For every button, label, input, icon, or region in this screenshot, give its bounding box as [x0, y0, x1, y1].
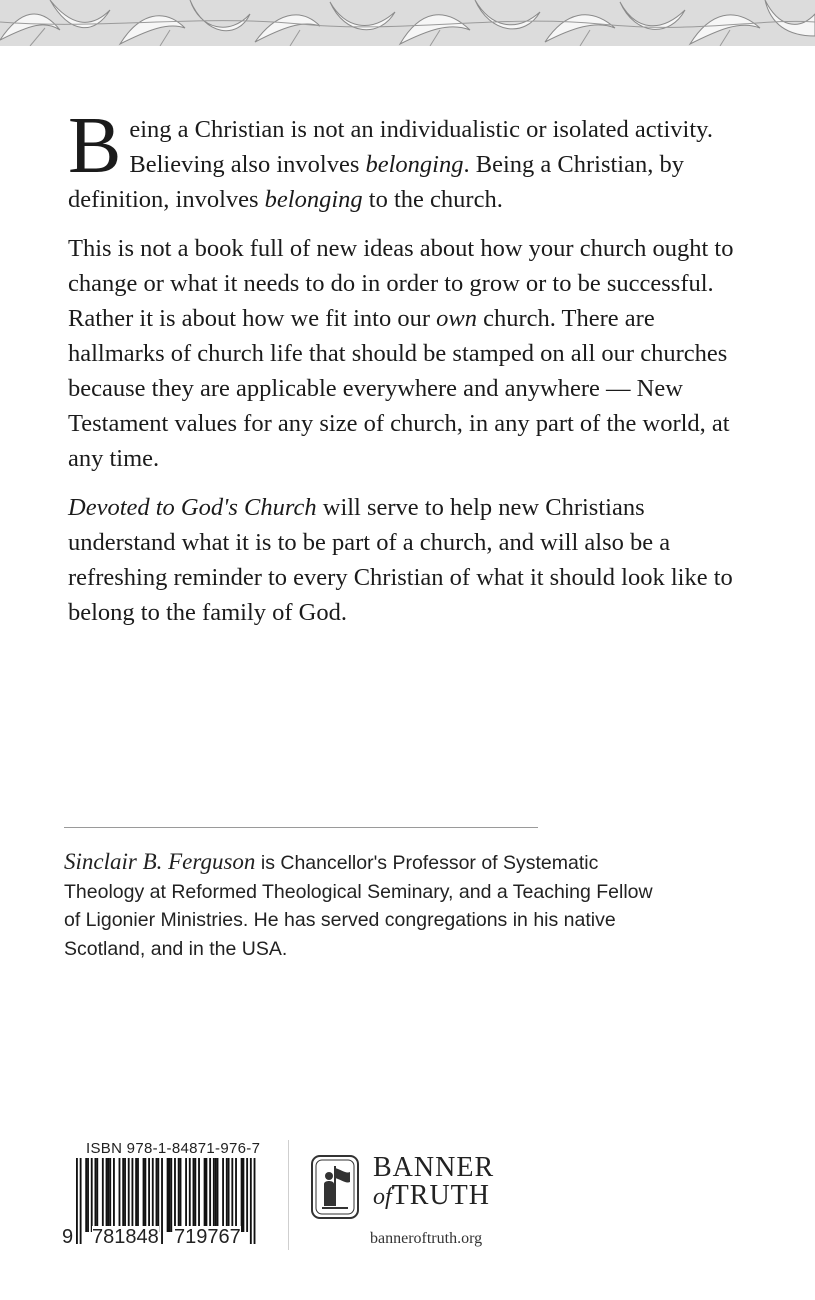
blurb-p1-emphasis-2: belonging — [264, 186, 363, 213]
blurb-paragraph-2 — [68, 231, 748, 476]
barcode-bar — [204, 1158, 206, 1232]
barcode-bar — [167, 1158, 169, 1232]
barcode-bar — [250, 1158, 252, 1244]
barcode-bar — [170, 1158, 172, 1232]
barcode-bar — [194, 1158, 196, 1232]
barcode-bar — [222, 1158, 224, 1232]
barcode-digits-right: 719767 — [174, 1226, 241, 1248]
barcode-bar — [189, 1158, 191, 1232]
barcode-bar — [254, 1158, 256, 1244]
barcode-bar — [107, 1158, 109, 1232]
barcode-bar — [132, 1158, 134, 1232]
barcode-bar — [137, 1158, 139, 1232]
barcode-bar — [76, 1158, 78, 1244]
blurb-p2-text-1: This is not a book full of new ideas about how your church ought to change or what it needs to do in order to grow or to be successful. Rather it is about how we fit into our — [68, 235, 734, 332]
publisher-name-truth: TRUTH — [391, 1180, 490, 1211]
barcode-digits-left: 781848 — [92, 1226, 159, 1248]
barcode-bar — [157, 1158, 159, 1232]
barcode-bar — [135, 1158, 137, 1232]
barcode-bar — [161, 1158, 163, 1244]
barcode-bar — [241, 1158, 243, 1232]
barcode-bar — [91, 1158, 93, 1232]
barcode-bar — [156, 1158, 158, 1232]
publisher-name-of: of — [373, 1184, 392, 1210]
blurb-p1-emphasis-1: belonging — [365, 151, 464, 178]
barcode-bar — [178, 1158, 180, 1232]
vertical-divider — [288, 1140, 289, 1250]
blurb-paragraph-3 — [68, 490, 748, 630]
foliage-pattern-icon — [0, 0, 815, 46]
barcode-bar — [215, 1158, 217, 1232]
barcode-bar — [231, 1158, 233, 1232]
blurb-p1-text-3: to the church. — [362, 186, 503, 213]
author-name: Sinclair B. Ferguson — [64, 849, 256, 874]
barcode-bar — [246, 1158, 248, 1232]
barcode-bar — [217, 1158, 219, 1232]
publisher-url: banneroftruth.org — [370, 1230, 483, 1247]
barcode-bar — [213, 1158, 215, 1232]
barcode-bar — [198, 1158, 200, 1232]
barcode-bar — [180, 1158, 182, 1232]
blurb-p3-text-1: will serve to help new Christians understand what it is to be part of a church, and will also be a refreshing reminder to every Christian of what it should look like to belong to the family of God. — [68, 494, 733, 626]
barcode-bar — [228, 1158, 230, 1232]
banner-of-truth-logo-icon — [310, 1154, 360, 1220]
barcode-block — [62, 1140, 264, 1252]
publisher-block — [310, 1150, 530, 1250]
barcode-bar — [209, 1158, 211, 1232]
barcode-bar — [206, 1158, 208, 1232]
barcode-bar — [226, 1158, 228, 1232]
author-bio-text: is Chancellor's Professor of Systematic Theology at Reformed Theological Seminary, and a Teaching Fellow of Ligonier Ministries. He has served congregations in his native Scotland, and in the USA. — [64, 852, 653, 960]
barcode-bar — [96, 1158, 98, 1232]
barcode-bar — [174, 1158, 176, 1232]
barcode-bar — [113, 1158, 115, 1232]
barcode-digit-prefix: 9 — [62, 1226, 74, 1248]
barcode-bar — [109, 1158, 111, 1232]
barcode-bar — [148, 1158, 150, 1232]
drop-cap: B — [68, 102, 122, 190]
barcode-bar — [80, 1158, 82, 1244]
barcode-bar — [85, 1158, 87, 1232]
blurb-p1-text-1: eing a Christian is not an individualistic or isolated activity. Believing also involves — [129, 116, 713, 178]
foliage-border — [0, 0, 815, 46]
barcode-bar — [235, 1158, 237, 1232]
barcode-bar — [87, 1158, 89, 1232]
barcode-bar — [128, 1158, 130, 1232]
blurb-p2-text-2: church. There are hallmarks of church life that should be stamped on all our churches because they are applicable everywhere and anywhere — New Testament values for any size of church, in any part of the world, at any time. — [68, 305, 730, 472]
barcode-bar — [185, 1158, 187, 1232]
publisher-name-line2 — [373, 1182, 494, 1211]
barcode-bar — [102, 1158, 104, 1232]
barcode-bar — [143, 1158, 145, 1232]
isbn-label: ISBN 978-1-84871-976-7 — [86, 1140, 261, 1157]
barcode-bar — [152, 1158, 154, 1232]
publisher-name — [373, 1154, 494, 1211]
blurb-p2-emphasis-1: own — [436, 305, 477, 332]
section-divider — [64, 827, 538, 828]
barcode-bar — [243, 1158, 245, 1232]
barcode-bar — [169, 1158, 171, 1232]
barcode-bar — [124, 1158, 126, 1232]
barcode-bar — [193, 1158, 195, 1232]
publisher-name-line1: BANNER — [373, 1152, 495, 1183]
barcode-bar — [122, 1158, 124, 1232]
author-bio — [64, 848, 664, 963]
blurb-p1-text-2: . Being a Christian, by definition, involves — [68, 151, 684, 213]
barcode-bar — [119, 1158, 121, 1232]
barcode-bar — [95, 1158, 97, 1232]
barcode-bar — [106, 1158, 108, 1232]
barcode-bar — [144, 1158, 146, 1232]
back-cover-blurb — [68, 102, 748, 644]
blurb-paragraph-1 — [68, 102, 748, 217]
book-title: Devoted to God's Church — [68, 494, 317, 521]
